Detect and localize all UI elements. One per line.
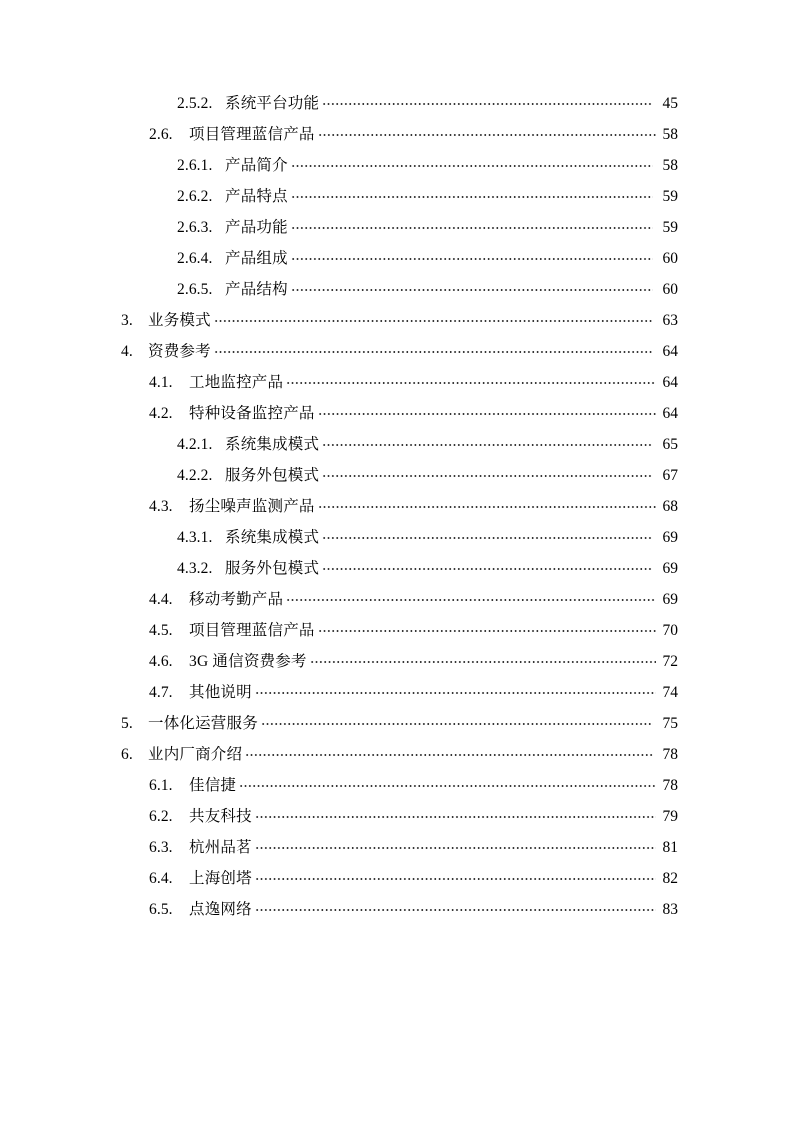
toc-entry[interactable]: [0, 646, 793, 677]
toc-entry-title: 项目管理蓝信产品: [189, 126, 315, 143]
toc-entry[interactable]: [0, 863, 793, 894]
toc-entry-title: 项目管理蓝信产品: [189, 622, 315, 639]
toc-entry[interactable]: [0, 801, 793, 832]
toc-entry-title: 杭州品茗: [189, 839, 252, 856]
toc-entry-number: 2.6.5.: [177, 281, 213, 298]
table-of-contents: [0, 88, 793, 925]
toc-leader-dots: [310, 651, 656, 667]
toc-leader-dots: [318, 124, 656, 140]
toc-entry-number: 6.5.: [149, 901, 173, 918]
toc-leader-dots: [291, 279, 653, 295]
toc-entry[interactable]: [0, 460, 793, 491]
toc-entry-page-number: 82: [662, 870, 678, 887]
toc-entry-title: 一体化运营服务: [148, 715, 258, 732]
toc-entry[interactable]: [0, 770, 793, 801]
toc-entry[interactable]: [0, 522, 793, 553]
toc-leader-dots: [245, 744, 653, 760]
toc-entry[interactable]: [0, 336, 793, 367]
toc-entry-page-number: 64: [662, 343, 678, 360]
toc-entry-page-number: 72: [662, 653, 678, 670]
toc-entry-page-number: 78: [662, 777, 678, 794]
toc-entry-number: 2.6.3.: [177, 219, 213, 236]
toc-leader-dots: [261, 713, 653, 729]
toc-entry-page-number: 59: [662, 188, 678, 205]
toc-entry-page-number: 83: [662, 901, 678, 918]
toc-entry-number: 2.6.: [149, 126, 173, 143]
toc-leader-dots: [322, 465, 653, 481]
toc-entry[interactable]: [0, 398, 793, 429]
toc-entry-title: 移动考勤产品: [189, 591, 284, 608]
toc-entry-number: 2.5.2.: [177, 95, 213, 112]
toc-entry-page-number: 79: [662, 808, 678, 825]
toc-leader-dots: [291, 155, 653, 171]
toc-leader-dots: [322, 527, 653, 543]
toc-entry-title: 上海创塔: [189, 870, 252, 887]
toc-entry-page-number: 74: [662, 684, 678, 701]
toc-entry[interactable]: [0, 212, 793, 243]
toc-leader-dots: [214, 310, 653, 326]
toc-entry-page-number: 64: [662, 405, 678, 422]
toc-leader-dots: [291, 248, 653, 264]
toc-entry-title: 产品简介: [225, 157, 288, 174]
toc-entry[interactable]: [0, 88, 793, 119]
toc-entry[interactable]: [0, 739, 793, 770]
toc-entry-title: 服务外包模式: [225, 560, 320, 577]
toc-leader-dots: [291, 217, 653, 233]
toc-entry-title: 产品特点: [225, 188, 288, 205]
toc-entry-number: 2.6.2.: [177, 188, 213, 205]
toc-entry-page-number: 70: [662, 622, 678, 639]
toc-leader-dots: [322, 434, 653, 450]
toc-entry[interactable]: [0, 305, 793, 336]
toc-entry-number: 2.6.1.: [177, 157, 213, 174]
toc-entry-number: 4.4.: [149, 591, 173, 608]
toc-entry-number: 3.: [121, 312, 133, 329]
toc-entry[interactable]: [0, 243, 793, 274]
toc-entry-title: 佳信捷: [189, 777, 237, 794]
toc-entry-number: 4.7.: [149, 684, 173, 701]
toc-entry-number: 2.6.4.: [177, 250, 213, 267]
toc-entry-title: 其他说明: [189, 684, 252, 701]
toc-leader-dots: [255, 868, 656, 884]
toc-entry-title: 点逸网络: [189, 901, 252, 918]
toc-entry-title: 工地监控产品: [189, 374, 284, 391]
toc-leader-dots: [255, 837, 656, 853]
toc-entry-page-number: 63: [662, 312, 678, 329]
toc-entry-page-number: 67: [662, 467, 678, 484]
toc-entry-title: 3G 通信资费参考: [189, 653, 307, 670]
toc-entry-title: 系统集成模式: [225, 436, 320, 453]
toc-entry-number: 6.2.: [149, 808, 173, 825]
toc-entry[interactable]: [0, 584, 793, 615]
toc-entry-number: 4.2.: [149, 405, 173, 422]
toc-entry-page-number: 60: [662, 250, 678, 267]
toc-entry-number: 6.4.: [149, 870, 173, 887]
toc-entry[interactable]: [0, 677, 793, 708]
toc-entry-page-number: 69: [662, 560, 678, 577]
toc-entry-number: 4.3.1.: [177, 529, 213, 546]
toc-entry-page-number: 81: [662, 839, 678, 856]
toc-entry-title: 产品组成: [225, 250, 288, 267]
toc-entry-title: 共友科技: [189, 808, 252, 825]
toc-entry-page-number: 58: [662, 126, 678, 143]
toc-entry-page-number: 64: [662, 374, 678, 391]
toc-leader-dots: [322, 93, 653, 109]
toc-entry[interactable]: [0, 181, 793, 212]
toc-entry-number: 4.1.: [149, 374, 173, 391]
toc-entry-number: 4.2.2.: [177, 467, 213, 484]
toc-entry-number: 4.2.1.: [177, 436, 213, 453]
toc-leader-dots: [255, 682, 656, 698]
toc-entry-title: 特种设备监控产品: [189, 405, 315, 422]
toc-entry-page-number: 69: [662, 529, 678, 546]
toc-entry-number: 4.3.: [149, 498, 173, 515]
toc-leader-dots: [255, 899, 656, 915]
toc-entry-page-number: 60: [662, 281, 678, 298]
toc-entry-title: 服务外包模式: [225, 467, 320, 484]
toc-entry-number: 6.3.: [149, 839, 173, 856]
toc-entry-page-number: 78: [662, 746, 678, 763]
toc-entry-page-number: 65: [662, 436, 678, 453]
toc-entry-title: 业务模式: [148, 312, 211, 329]
toc-entry-number: 6.: [121, 746, 133, 763]
toc-entry[interactable]: [0, 367, 793, 398]
toc-entry[interactable]: [0, 615, 793, 646]
toc-leader-dots: [318, 496, 656, 512]
toc-entry-page-number: 75: [662, 715, 678, 732]
toc-entry-title: 产品结构: [225, 281, 288, 298]
toc-entry-number: 4.: [121, 343, 133, 360]
toc-entry-title: 扬尘噪声监测产品: [189, 498, 315, 515]
toc-entry[interactable]: [0, 894, 793, 925]
toc-entry-title: 系统平台功能: [225, 95, 320, 112]
toc-entry-number: 4.3.2.: [177, 560, 213, 577]
toc-entry[interactable]: [0, 708, 793, 739]
toc-entry[interactable]: [0, 429, 793, 460]
toc-leader-dots: [255, 806, 656, 822]
toc-leader-dots: [318, 620, 656, 636]
toc-entry-number: 6.1.: [149, 777, 173, 794]
toc-leader-dots: [286, 589, 656, 605]
toc-entry-title: 产品功能: [225, 219, 288, 236]
toc-entry-page-number: 45: [662, 95, 678, 112]
toc-entry-title: 资费参考: [148, 343, 211, 360]
toc-entry[interactable]: [0, 553, 793, 584]
toc-entry[interactable]: [0, 832, 793, 863]
toc-entry-number: 4.5.: [149, 622, 173, 639]
toc-leader-dots: [286, 372, 656, 388]
toc-leader-dots: [214, 341, 653, 357]
toc-entry-page-number: 69: [662, 591, 678, 608]
toc-entry-number: 4.6.: [149, 653, 173, 670]
toc-entry-number: 5.: [121, 715, 133, 732]
toc-leader-dots: [291, 186, 653, 202]
toc-entry-title: 业内厂商介绍: [148, 746, 243, 763]
toc-entry-title: 系统集成模式: [225, 529, 320, 546]
toc-entry-page-number: 59: [662, 219, 678, 236]
toc-entry-page-number: 58: [662, 157, 678, 174]
toc-entry[interactable]: [0, 274, 793, 305]
toc-entry[interactable]: [0, 491, 793, 522]
toc-leader-dots: [318, 403, 656, 419]
toc-entry[interactable]: [0, 150, 793, 181]
toc-leader-dots: [239, 775, 656, 791]
toc-leader-dots: [322, 558, 653, 574]
toc-entry-page-number: 68: [662, 498, 678, 515]
toc-entry[interactable]: [0, 119, 793, 150]
